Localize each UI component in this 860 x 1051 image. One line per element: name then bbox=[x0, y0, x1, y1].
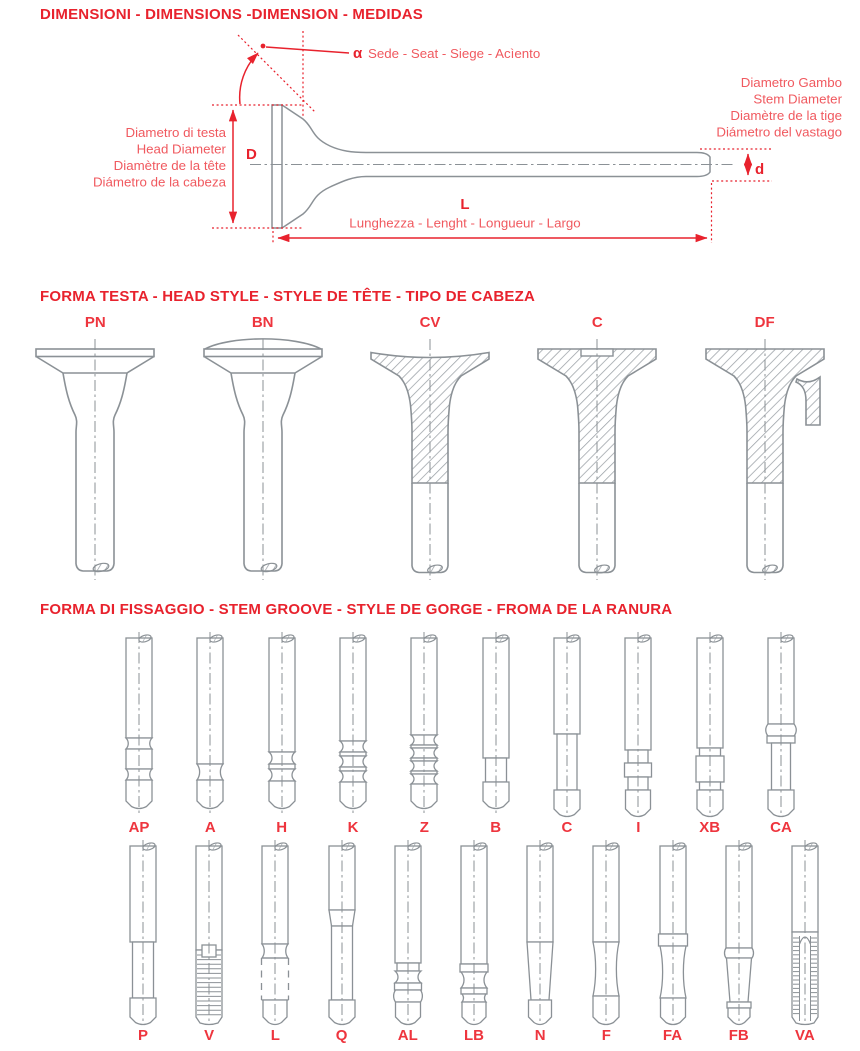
dimensions-title: DIMENSIONI - DIMENSIONS -DIMENSION - MEDIDAS bbox=[40, 6, 423, 23]
head-style-column-PN bbox=[15, 313, 175, 583]
valve-dimension-drawing bbox=[0, 25, 860, 260]
head-style-figure-C bbox=[522, 333, 672, 583]
stem-groove-column-AL bbox=[377, 838, 439, 1046]
stem-groove-column-N bbox=[509, 838, 571, 1046]
stem-groove-column-AP bbox=[108, 630, 170, 838]
stem-groove-figure-LB bbox=[443, 838, 505, 1026]
stem-groove-label-N: N bbox=[534, 1027, 546, 1044]
stem-groove-row-1 bbox=[108, 630, 812, 838]
stem-groove-column-I bbox=[607, 630, 669, 838]
seat-leader-dot bbox=[261, 44, 266, 49]
seat-diagonal-reference bbox=[238, 35, 316, 113]
stem-groove-column-C bbox=[536, 630, 598, 838]
head-style-row bbox=[8, 313, 852, 583]
stem-groove-column-Z bbox=[393, 630, 455, 838]
valve-top-profile bbox=[282, 105, 697, 153]
stem-groove-figure-V bbox=[178, 838, 240, 1026]
stem-groove-figure-AL bbox=[377, 838, 439, 1026]
stem-groove-figure-I bbox=[607, 630, 669, 818]
stem-groove-label-I: I bbox=[636, 819, 641, 836]
head-style-label-PN: PN bbox=[84, 314, 106, 331]
head-style-figure-PN bbox=[20, 333, 170, 583]
seat-label: Sede - Seat - Siege - Acìento bbox=[368, 46, 541, 61]
stem-groove-label-FB: FB bbox=[728, 1027, 749, 1044]
stem-groove-figure-P bbox=[112, 838, 174, 1026]
stem-groove-label-LB: LB bbox=[463, 1027, 484, 1044]
dimensions-diagram bbox=[0, 25, 860, 260]
stem-groove-figure-Q bbox=[311, 838, 373, 1026]
stem-groove-column-FA bbox=[642, 838, 704, 1046]
stem-groove-label-VA: VA bbox=[795, 1027, 815, 1044]
stem-diameter-label-it: Diametro Gambo bbox=[740, 75, 842, 90]
stem-groove-column-B bbox=[465, 630, 527, 838]
stem-groove-label-C: C bbox=[561, 819, 573, 836]
head-style-label-BN: BN bbox=[251, 314, 274, 331]
head-styles-title: FORMA TESTA - HEAD STYLE - STYLE DE TÊTE - TIPO DE CABEZA bbox=[40, 288, 536, 305]
stem-groove-figure-C bbox=[536, 630, 598, 818]
head-style-figure-BN bbox=[188, 333, 338, 583]
alpha-symbol: α bbox=[353, 45, 363, 62]
stem-groove-label-XB: XB bbox=[699, 819, 721, 836]
stem-groove-figure-B bbox=[465, 630, 527, 818]
stem-groove-label-H: H bbox=[276, 819, 288, 836]
stem-groove-label-P: P bbox=[137, 1027, 148, 1044]
stem-groove-figure-CA bbox=[750, 630, 812, 818]
stem-groove-column-VA bbox=[774, 838, 836, 1046]
stem-groove-column-Q bbox=[311, 838, 373, 1046]
head-style-column-CV bbox=[350, 313, 510, 583]
length-letter: L bbox=[460, 196, 470, 213]
stem-diameter-letter: d bbox=[755, 161, 765, 178]
stem-diameter-label-es: Diámetro del vastago bbox=[716, 124, 842, 140]
head-diameter-letter: D bbox=[246, 146, 257, 163]
stem-groove-column-CA bbox=[750, 630, 812, 838]
stem-groove-column-FB bbox=[708, 838, 770, 1046]
seat-leader-line bbox=[266, 47, 349, 53]
head-style-figure-CV bbox=[355, 333, 505, 583]
stem-groove-label-A: A bbox=[204, 819, 216, 836]
seat-angle-arc bbox=[240, 53, 258, 104]
stem-groove-column-L bbox=[244, 838, 306, 1046]
head-diameter-label-es: Diámetro de la cabeza bbox=[92, 174, 226, 190]
stem-groove-figure-A bbox=[179, 630, 241, 818]
stem-groove-column-V bbox=[178, 838, 240, 1046]
stem-groove-label-Z: Z bbox=[419, 819, 429, 836]
stem-groove-label-L: L bbox=[270, 1027, 280, 1044]
stem-groove-column-P bbox=[112, 838, 174, 1046]
stem-diameter-label-en: Stem Diameter bbox=[753, 91, 842, 107]
head-style-figure-DF bbox=[690, 333, 840, 583]
head-style-label-CV: CV bbox=[419, 314, 441, 331]
stem-groove-figure-L bbox=[244, 838, 306, 1026]
head-style-label-DF: DF bbox=[754, 314, 775, 331]
stem-diameter-label-fr: Diamètre de la tige bbox=[730, 108, 842, 123]
stem-groove-figure-XB bbox=[679, 630, 741, 818]
stem-groove-column-LB bbox=[443, 838, 505, 1046]
stem-groove-figure-F bbox=[575, 838, 637, 1026]
length-label: Lunghezza - Lenght - Longueur - Largo bbox=[349, 215, 581, 231]
stem-groove-figure-Z bbox=[393, 630, 455, 818]
head-style-label-C: C bbox=[591, 314, 603, 331]
stem-groove-label-CA: CA bbox=[770, 819, 792, 836]
stem-groove-column-F bbox=[575, 838, 637, 1046]
head-style-column-DF bbox=[685, 313, 845, 583]
head-diameter-label-fr: Diamètre de la tête bbox=[113, 158, 226, 173]
stem-groove-figure-VA bbox=[774, 838, 836, 1026]
stem-groove-label-F: F bbox=[601, 1027, 611, 1044]
head-style-column-C bbox=[517, 313, 677, 583]
stem-groove-label-K: K bbox=[347, 819, 359, 836]
stem-grooves-title: FORMA DI FISSAGGIO - STEM GROOVE - STYLE DE GORGE - FROMA DE LA RANURA bbox=[40, 601, 673, 618]
stem-groove-column-A bbox=[179, 630, 241, 838]
stem-groove-figure-FB bbox=[708, 838, 770, 1026]
head-diameter-label-it: Diametro di testa bbox=[125, 125, 226, 140]
stem-groove-figure-K bbox=[322, 630, 384, 818]
stem-groove-label-Q: Q bbox=[335, 1027, 348, 1044]
stem-groove-row-2 bbox=[112, 838, 836, 1046]
stem-groove-label-AL: AL bbox=[397, 1027, 418, 1044]
stem-groove-column-XB bbox=[679, 630, 741, 838]
stem-groove-figure-H bbox=[251, 630, 313, 818]
stem-groove-column-K bbox=[322, 630, 384, 838]
stem-groove-label-V: V bbox=[204, 1027, 215, 1044]
head-style-column-BN bbox=[183, 313, 343, 583]
stem-groove-label-B: B bbox=[490, 819, 502, 836]
stem-groove-label-FA: FA bbox=[662, 1027, 683, 1044]
head-diameter-label-en: Head Diameter bbox=[136, 141, 226, 157]
valve-head-face bbox=[272, 105, 282, 228]
stem-groove-label-AP: AP bbox=[128, 819, 150, 836]
stem-groove-figure-N bbox=[509, 838, 571, 1026]
stem-groove-figure-AP bbox=[108, 630, 170, 818]
stem-groove-figure-FA bbox=[642, 838, 704, 1026]
stem-groove-column-H bbox=[251, 630, 313, 838]
